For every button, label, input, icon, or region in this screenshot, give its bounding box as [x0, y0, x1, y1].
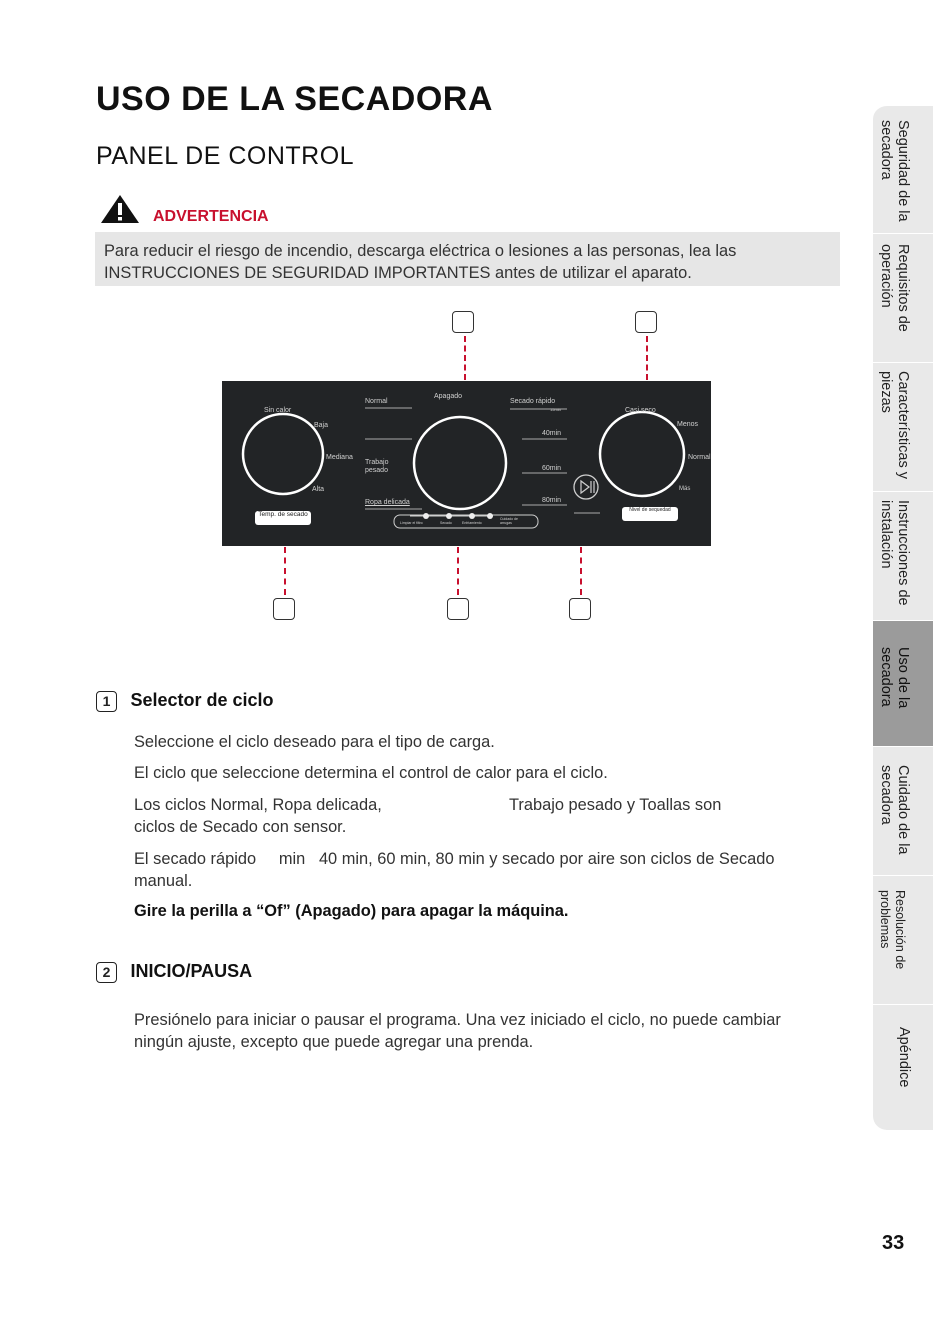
option-label: Limpiar el filtro [400, 521, 423, 525]
cycle-label: Ropa delicada [365, 499, 410, 506]
cycle-label-small: 15min [550, 407, 561, 412]
callout-box [569, 598, 591, 620]
callout-line [646, 336, 648, 380]
section-number: 2 [96, 962, 117, 983]
page-number: 33 [882, 1232, 905, 1254]
tab-cuidado[interactable]: Cuidado de la secadora [873, 746, 933, 875]
cycle-label: Secado rápido [510, 398, 556, 405]
tab-apendice[interactable]: Apéndice [873, 1004, 933, 1130]
temp-label: Sin calor [264, 407, 292, 414]
section-number: 1 [96, 691, 117, 712]
warning-label: ADVERTENCIA [153, 208, 269, 225]
cycle-label: 40min [542, 430, 562, 437]
dryness-button[interactable]: Nivel de sequedad [622, 507, 678, 521]
page-title: USO DE LA SECADORA [96, 80, 493, 118]
section-heading: INICIO/PAUSA [130, 961, 253, 981]
callout-box [452, 311, 474, 333]
option-label: Enfriamiento [462, 521, 482, 525]
tab-resolucion[interactable]: Resolución de problemas [873, 875, 933, 1004]
warning-triangle-icon [100, 194, 140, 229]
paragraph: Seleccione el ciclo deseado para el tipo de carga. [134, 733, 495, 751]
callout-box [273, 598, 295, 620]
paragraph: Presiónelo para iniciar o pausar el programa. Una vez iniciado el ciclo, no puede cambiar ningún ajuste, excepto que puede agregar una prenda. [134, 1011, 781, 1051]
paragraph: Los ciclos Normal, Ropa delicada, Trabajo pesado y Toallas son ciclos de Secado con sensor. [134, 796, 726, 836]
section-2-header [96, 961, 252, 983]
temp-button[interactable]: Temp. de secado [255, 511, 311, 525]
option-label: Cuidado de arrugas [500, 517, 518, 525]
cycle-label: Trabajo pesado [365, 459, 389, 474]
temp-label: Mediana [326, 454, 353, 461]
dryness-label: Más [679, 486, 691, 492]
paragraph: El ciclo que seleccione determina el control de calor para el ciclo. [134, 764, 608, 782]
warning-text: Para reducir el riesgo de incendio, descarga eléctrica o lesiones a las personas, lea las INSTRUCCIONES DE SEGURIDAD IMPORTANTES antes de utilizar el aparato. [104, 242, 737, 282]
cycle-label: 80min [542, 497, 562, 504]
bold-note: Gire la perilla a “Of” (Apagado) para apagar la máquina. [134, 902, 569, 920]
tab-instrucciones[interactable]: Instrucciones de instalación [873, 491, 933, 620]
callout-line [580, 547, 582, 595]
dryness-label: Normal [688, 454, 711, 461]
cycle-off-label: Apagado [434, 393, 463, 400]
callout-line [457, 547, 459, 595]
tab-caracteristicas[interactable]: Características y piezas [873, 362, 933, 491]
tab-requisitos[interactable]: Requisitos de operación [873, 233, 933, 362]
temp-label: Alta [312, 486, 325, 493]
dryness-label: Casi seco [625, 407, 656, 414]
callout-box [447, 598, 469, 620]
callout-line [284, 547, 286, 595]
section-heading: Selector de ciclo [130, 690, 274, 710]
paragraph: El secado rápido min 40 min, 60 min, 80 min y secado por aire son ciclos de Secado manual. [134, 850, 780, 890]
dryness-label: Menos [677, 421, 699, 428]
control-panel-illustration [222, 381, 711, 546]
section-1-header [96, 690, 274, 712]
option-label: Secado [440, 521, 452, 525]
tab-uso-active[interactable]: Uso de la secadora [873, 620, 933, 746]
callout-box [635, 311, 657, 333]
cycle-label: Normal [365, 398, 388, 405]
callout-line [464, 336, 466, 380]
tab-seguridad[interactable]: Seguridad de la secadora [873, 105, 933, 233]
temp-label: Baja [314, 422, 329, 429]
section-subtitle: PANEL DE CONTROL [96, 142, 355, 170]
cycle-label: 60min [542, 465, 562, 472]
